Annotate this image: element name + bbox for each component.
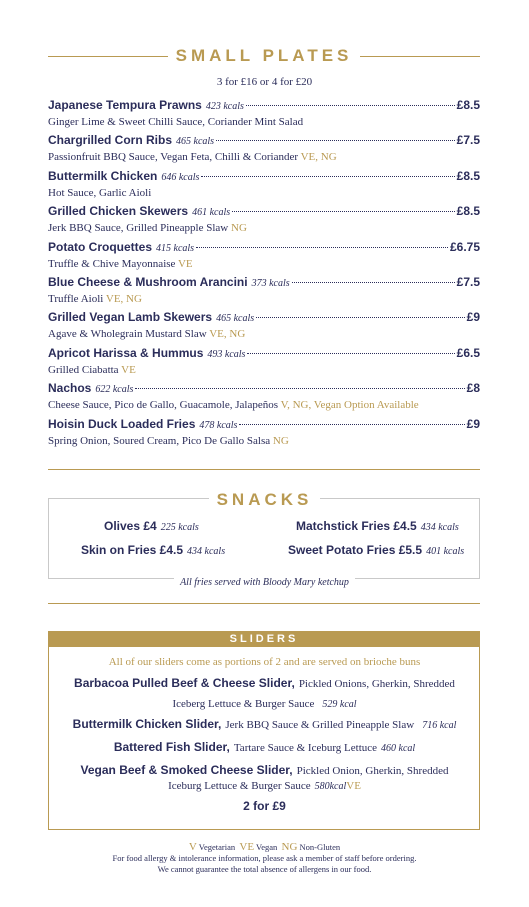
snack-item bbox=[296, 519, 459, 534]
slider-item bbox=[0, 715, 529, 733]
section-divider bbox=[48, 603, 480, 604]
small-plates-list bbox=[48, 98, 480, 452]
item-description: Jerk BBQ Sauce, Grilled Pineapple Slaw bbox=[48, 222, 229, 235]
snack-kcal: 401 kcals bbox=[426, 546, 465, 557]
snack-name: Sweet Potato Fries £5.5 bbox=[288, 543, 423, 557]
item-tags: NG bbox=[272, 434, 289, 447]
item-price: £6.75 bbox=[449, 239, 480, 254]
snack-kcal: 434 kcals bbox=[420, 522, 459, 533]
item-name: Grilled Vegan Lamb Skewers bbox=[48, 310, 213, 325]
item-price: £8.5 bbox=[456, 168, 480, 183]
item-name: Blue Cheese & Mushroom Arancini bbox=[48, 274, 248, 289]
snacks-note bbox=[0, 572, 529, 590]
item-tags: NG bbox=[231, 222, 247, 235]
sliders-intro: All of our sliders come as portions of 2 and are served on brioche buns bbox=[108, 656, 421, 668]
item-tags: VE bbox=[177, 257, 193, 270]
leader-dots bbox=[196, 247, 448, 248]
slider-description-2: Iceberg Lettuce & Burger Sauce bbox=[172, 698, 315, 710]
item-name: Grilled Chicken Skewers bbox=[48, 204, 189, 219]
snack-name: Matchstick Fries £4.5 bbox=[296, 519, 417, 533]
allergy-notice: For food allergy & intolerance information, please ask a member of staff before ordering. bbox=[112, 853, 417, 863]
legend-label: Vegan bbox=[256, 842, 278, 852]
slider-name: Battered Fish Slider, bbox=[113, 740, 230, 754]
menu-item bbox=[48, 169, 480, 204]
item-kcal: 493 kcals bbox=[207, 348, 246, 360]
snack-kcal: 434 kcals bbox=[187, 546, 226, 557]
item-description: Truffle Aioli bbox=[48, 292, 104, 305]
slider-tags: VE bbox=[346, 780, 361, 792]
small-plates-offer: 3 for £16 or 4 for £20 bbox=[216, 76, 313, 88]
item-tags: VE, NG bbox=[105, 292, 142, 305]
slider-item-cont bbox=[0, 694, 529, 712]
legend-label: Non-Gluten bbox=[299, 842, 341, 852]
item-price: £9 bbox=[466, 416, 480, 431]
divider bbox=[48, 56, 168, 57]
slider-description-2: Iceburg Lettuce & Burger Sauce bbox=[168, 780, 311, 792]
menu-item bbox=[48, 346, 480, 381]
item-description: Passionfruit BBQ Sauce, Vegan Feta, Chilli & Coriander bbox=[48, 151, 299, 164]
menu-item bbox=[48, 417, 480, 452]
item-price: £7.5 bbox=[456, 274, 480, 289]
slider-description: Jerk BBQ Sauce & Grilled Pineapple Slaw bbox=[225, 719, 415, 731]
leader-dots bbox=[246, 105, 455, 106]
item-price: £6.5 bbox=[456, 345, 480, 360]
slider-name: Barbacoa Pulled Beef & Cheese Slider, bbox=[74, 676, 295, 690]
snack-name: Olives £4 bbox=[104, 519, 157, 533]
leader-dots bbox=[135, 388, 464, 389]
snacks-box bbox=[48, 498, 480, 579]
item-kcal: 622 kcals bbox=[95, 384, 134, 396]
menu-item bbox=[48, 133, 480, 168]
item-name: Japanese Tempura Prawns bbox=[48, 98, 202, 112]
item-description: Cheese Sauce, Pico de Gallo, Guacamole, Jalapeños bbox=[48, 399, 279, 412]
item-kcal: 465 kcals bbox=[176, 136, 215, 148]
item-name: Chargrilled Corn Ribs bbox=[48, 133, 173, 148]
slider-description: Pickled Onions, Gherkin, Shredded bbox=[298, 678, 455, 690]
small-plates-header bbox=[48, 44, 480, 68]
item-kcal: 373 kcals bbox=[251, 277, 290, 289]
legend-code: VE bbox=[239, 841, 255, 853]
leader-dots bbox=[247, 353, 454, 354]
slider-item bbox=[0, 738, 529, 756]
menu-item bbox=[48, 98, 480, 133]
slider-kcal: 529 kcal bbox=[322, 699, 357, 710]
item-kcal: 461 kcals bbox=[192, 207, 231, 219]
item-price: £8 bbox=[466, 381, 480, 396]
item-kcal: 478 kcals bbox=[199, 419, 238, 431]
item-kcal: 646 kcals bbox=[161, 171, 200, 183]
slider-item-cont bbox=[0, 776, 529, 794]
legend-code: V bbox=[188, 841, 197, 853]
leader-dots bbox=[201, 176, 454, 177]
menu-item bbox=[48, 204, 480, 239]
dietary-legend bbox=[0, 842, 529, 853]
slider-description: Pickled Onion, Gherkin, Shredded bbox=[296, 765, 449, 777]
sliders-deal bbox=[0, 797, 529, 815]
item-price: £8.5 bbox=[456, 98, 480, 112]
leader-dots bbox=[216, 140, 455, 141]
small-plates-title: SMALL PLATES bbox=[175, 46, 353, 65]
snack-kcal: 225 kcals bbox=[160, 522, 199, 533]
sliders-header: SLIDERS bbox=[48, 631, 480, 647]
snacks-note-text: All fries served with Bloody Mary ketchup bbox=[174, 577, 355, 588]
item-tags: V, NG, Vegan Option Available bbox=[280, 399, 419, 412]
item-kcal: 415 kcals bbox=[156, 242, 195, 254]
item-kcal: 423 kcals bbox=[205, 101, 244, 112]
item-name: Buttermilk Chicken bbox=[48, 168, 158, 183]
item-name: Apricot Harissa & Hummus bbox=[48, 345, 204, 360]
divider bbox=[360, 56, 480, 57]
section-divider bbox=[48, 469, 480, 470]
item-name: Potato Croquettes bbox=[48, 239, 153, 254]
item-tags: VE, NG bbox=[300, 151, 337, 164]
snack-item bbox=[288, 543, 464, 558]
leader-dots bbox=[232, 211, 455, 212]
slider-kcal: 716 kcal bbox=[422, 720, 457, 731]
slider-kcal: 580kcal bbox=[314, 781, 347, 792]
item-tags: VE bbox=[121, 363, 136, 376]
leader-dots bbox=[239, 424, 464, 425]
item-price: £8.5 bbox=[456, 204, 480, 219]
legend-label: Vegetarian bbox=[198, 842, 236, 852]
slider-item bbox=[0, 674, 529, 692]
snack-item bbox=[104, 519, 199, 534]
slider-description: Tartare Sauce & Iceburg Lettuce bbox=[233, 742, 378, 754]
snacks-header bbox=[0, 490, 529, 510]
legend-code: NG bbox=[281, 841, 298, 853]
item-description: Ginger Lime & Sweet Chilli Sauce, Coriander Mint Salad bbox=[48, 116, 304, 128]
item-description: Hot Sauce, Garlic Aioli bbox=[48, 186, 152, 199]
sliders-deal-text: 2 for £9 bbox=[243, 799, 286, 813]
leader-dots bbox=[256, 317, 465, 318]
snack-name: Skin on Fries £4.5 bbox=[81, 543, 184, 557]
item-description: Agave & Wholegrain Mustard Slaw bbox=[48, 328, 207, 341]
item-name: Nachos bbox=[48, 381, 92, 396]
menu-item bbox=[48, 381, 480, 416]
menu-item bbox=[48, 240, 480, 275]
slider-name: Vegan Beef & Smoked Cheese Slider, bbox=[80, 763, 293, 777]
snack-item bbox=[81, 543, 225, 558]
snacks-title: SNACKS bbox=[209, 490, 321, 509]
item-price: £9 bbox=[466, 310, 480, 325]
leader-dots bbox=[292, 282, 455, 283]
item-kcal: 465 kcals bbox=[216, 313, 255, 325]
item-description: Truffle & Chive Mayonnaise bbox=[48, 257, 176, 270]
item-description: Spring Onion, Soured Cream, Pico De Gallo Salsa bbox=[48, 434, 271, 447]
item-tags: VE, NG bbox=[209, 328, 246, 341]
menu-item bbox=[48, 275, 480, 310]
slider-name: Buttermilk Chicken Slider, bbox=[72, 717, 222, 731]
allergen-disclaimer: We cannot guarantee the total absence of allergens in our food. bbox=[157, 864, 372, 874]
item-price: £7.5 bbox=[456, 133, 480, 148]
menu-item bbox=[48, 310, 480, 345]
item-description: Grilled Ciabatta bbox=[48, 363, 119, 376]
item-name: Hoisin Duck Loaded Fries bbox=[48, 416, 196, 431]
slider-kcal: 460 kcal bbox=[381, 743, 416, 754]
